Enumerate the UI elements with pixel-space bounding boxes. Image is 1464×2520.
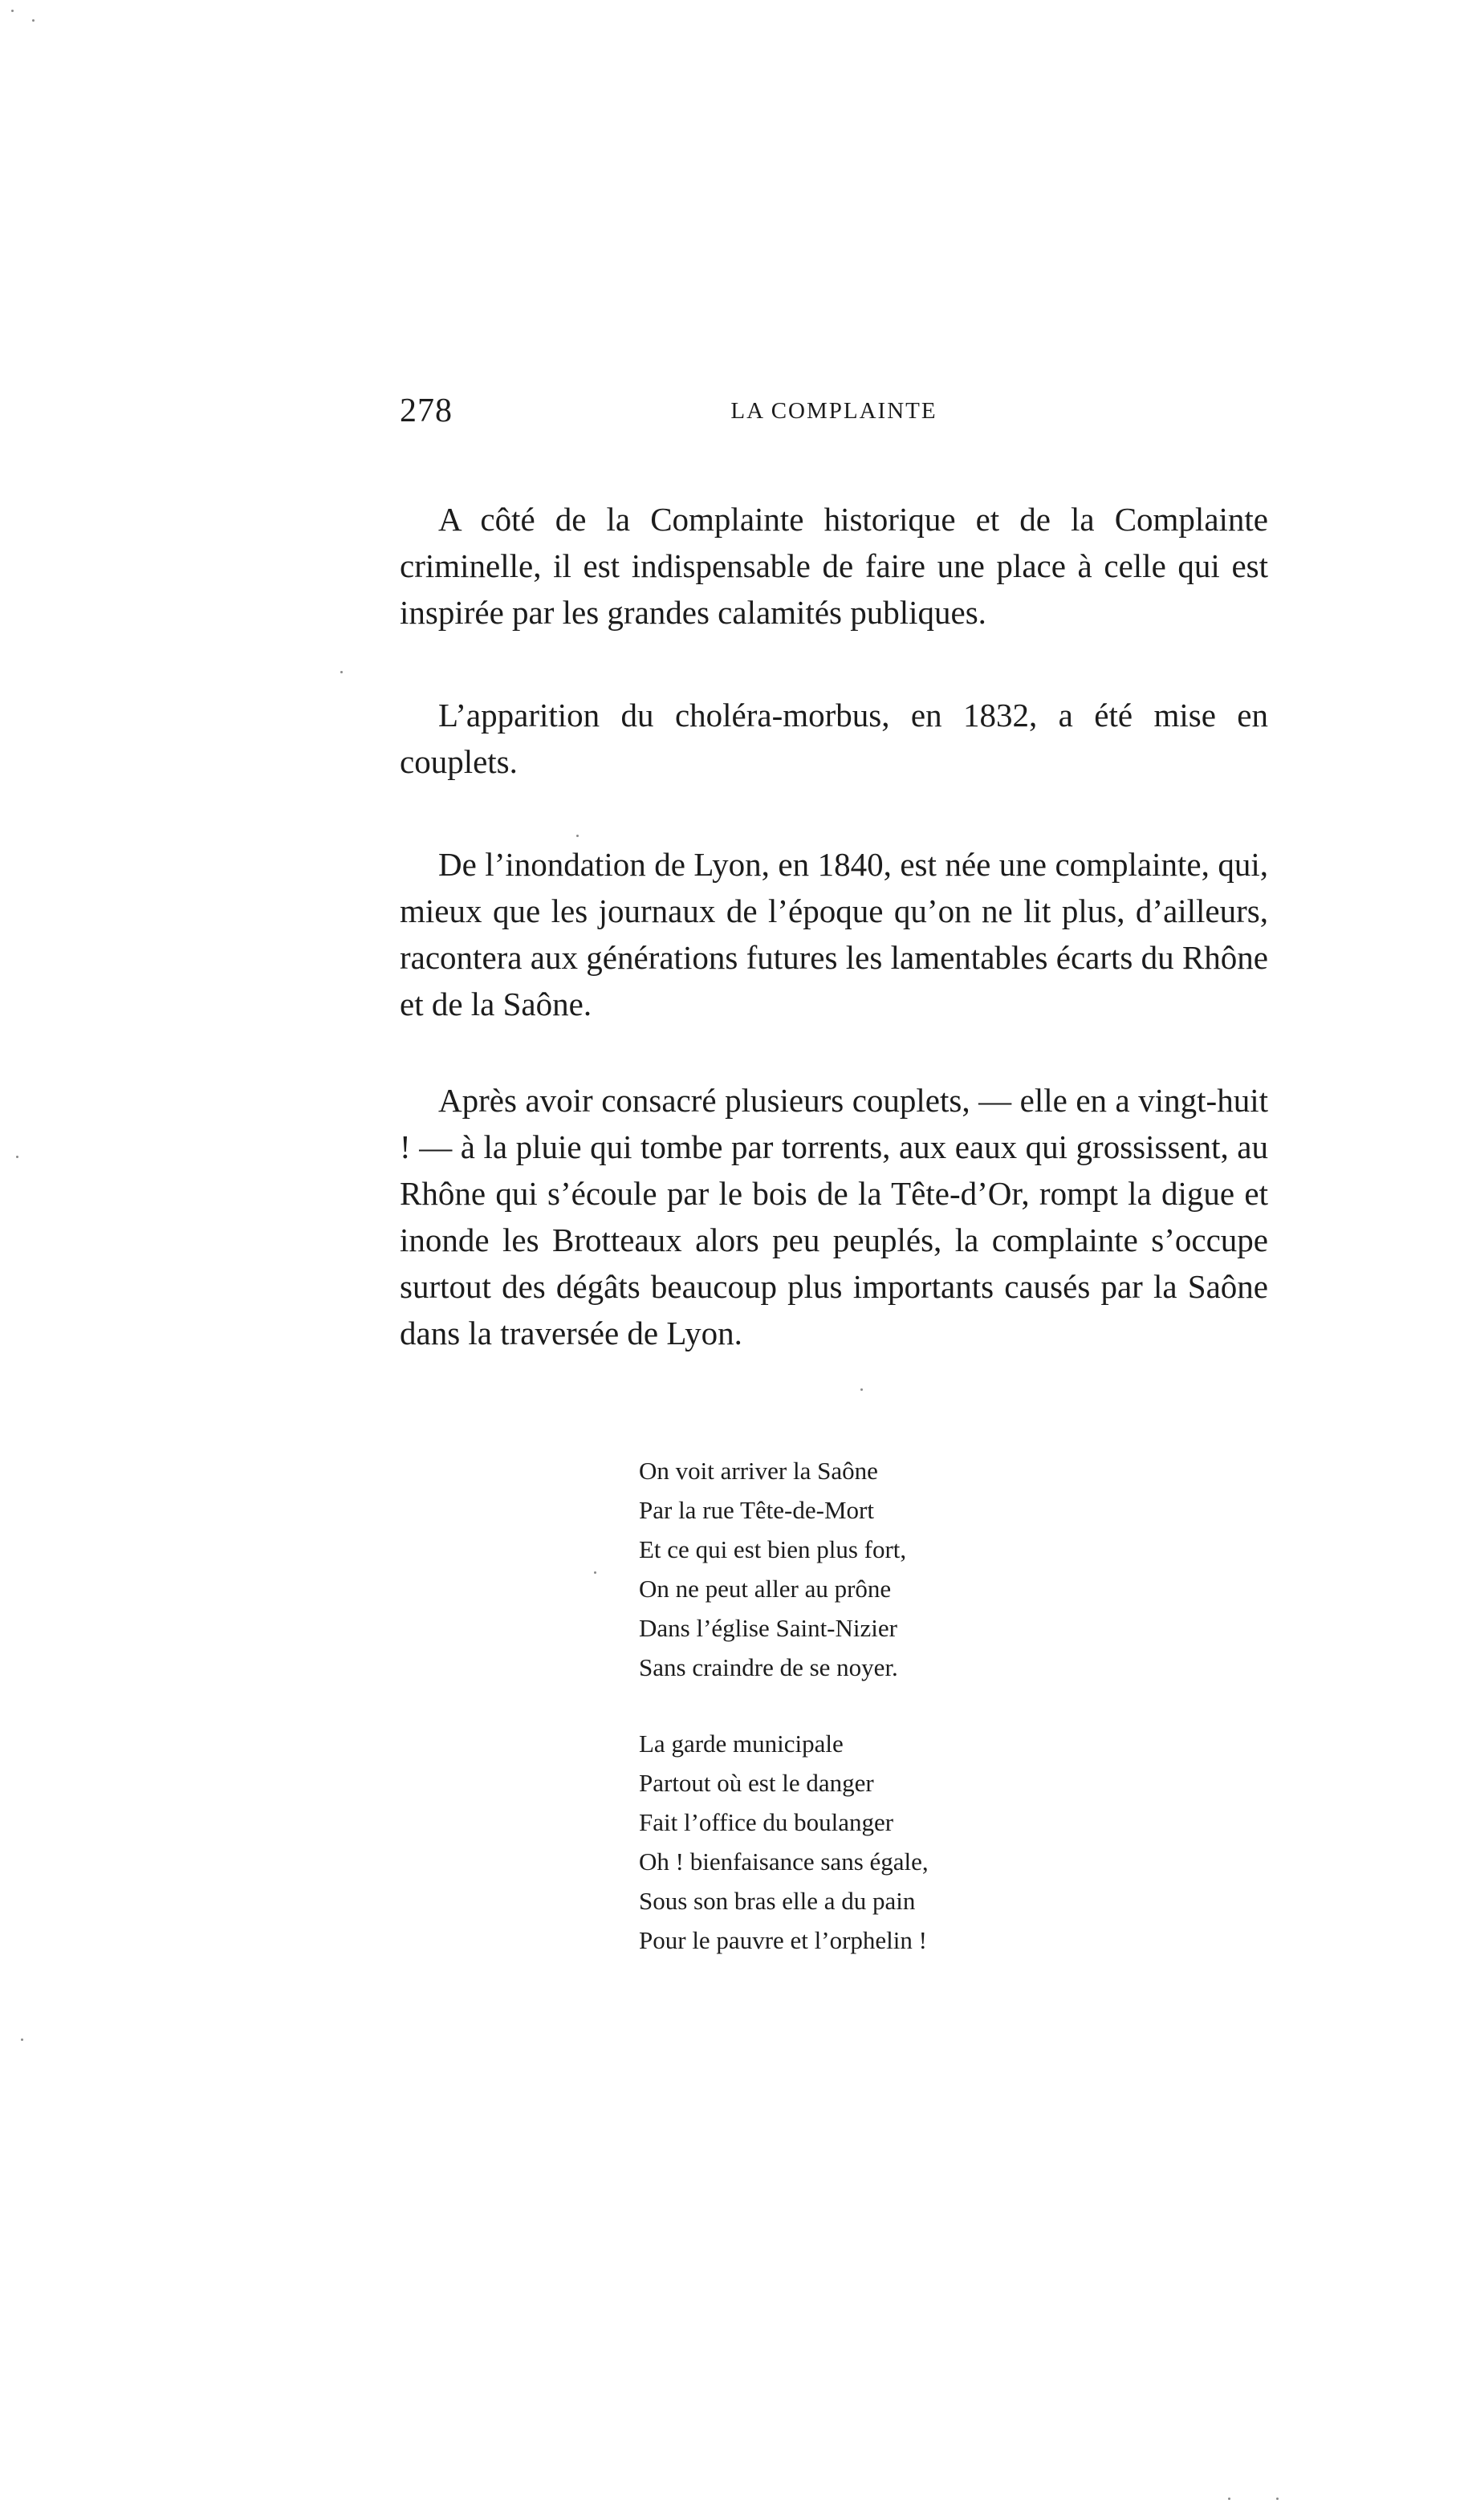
verse-line: Pour le pauvre et l’orphelin !	[639, 1926, 927, 1954]
body-text	[400, 496, 1268, 1356]
paper-speck	[1228, 2498, 1230, 2500]
page-header	[400, 392, 1268, 440]
verse-line: Par la rue Tête-de-Mort	[639, 1496, 874, 1524]
verse-line: La garde municipale	[639, 1729, 844, 1758]
paper-speck	[11, 10, 14, 12]
verse-line: On voit arriver la Saône	[639, 1457, 878, 1485]
verse-line: Sous son bras elle a du pain	[639, 1887, 916, 1915]
paper-speck	[576, 835, 579, 837]
verse-line: Dans l’église Saint-Nizier	[639, 1614, 897, 1642]
verse-line: Oh ! bienfaisance sans égale,	[639, 1847, 929, 1876]
paragraph-lyon-flood: De l’inondation de Lyon, en 1840, est née une complainte, qui, mieux que les journaux de l’époque qu’on ne lit plus, d’ailleurs, racontera aux générations futures les lamentables écarts du Rhône et de la Saône.	[400, 846, 1268, 1022]
paper-speck	[340, 671, 343, 673]
verse-line: On ne peut aller au prône	[639, 1575, 892, 1603]
paragraph-saone-damage: Après avoir consacré plusieurs couplets, — elle en a vingt-huit ! — à la pluie qui tombe par torrents, aux eaux qui grossissent, au Rhône qui s’écoule par le bois de la Tête-d’Or, rompt la digue et inonde les Brotteaux alors peu peuplés, la complainte s’occupe surtout des dégâts beaucoup plus importants causés par la Saône dans la traversée de Lyon.	[400, 1082, 1268, 1351]
paper-speck	[594, 1571, 596, 1574]
verse-line: Et ce qui est bien plus fort,	[639, 1535, 907, 1563]
page-number: 278	[400, 392, 453, 429]
paper-speck	[21, 2038, 23, 2041]
paper-speck	[860, 1388, 863, 1391]
paragraph-calamities-intro: A côté de la Complainte historique et de la Complainte criminelle, il est indispensable de faire une place à celle qui est inspirée par les grandes calamités publiques.	[400, 501, 1268, 631]
verse-line: Fait l’office du boulanger	[639, 1808, 894, 1836]
paragraph-cholera: L’apparition du choléra-morbus, en 1832, a été mise en couplets.	[400, 697, 1268, 780]
running-title: LA COMPLAINTE	[730, 398, 937, 424]
verse-line: Partout où est le danger	[639, 1769, 874, 1797]
paper-speck	[32, 19, 35, 22]
verse-stanza-saone	[639, 1451, 906, 1687]
paper-speck	[1276, 2498, 1279, 2500]
verse-line: Sans craindre de se noyer.	[639, 1653, 898, 1681]
paper-speck	[16, 1156, 18, 1158]
verse-stanza-garde	[639, 1724, 929, 1960]
